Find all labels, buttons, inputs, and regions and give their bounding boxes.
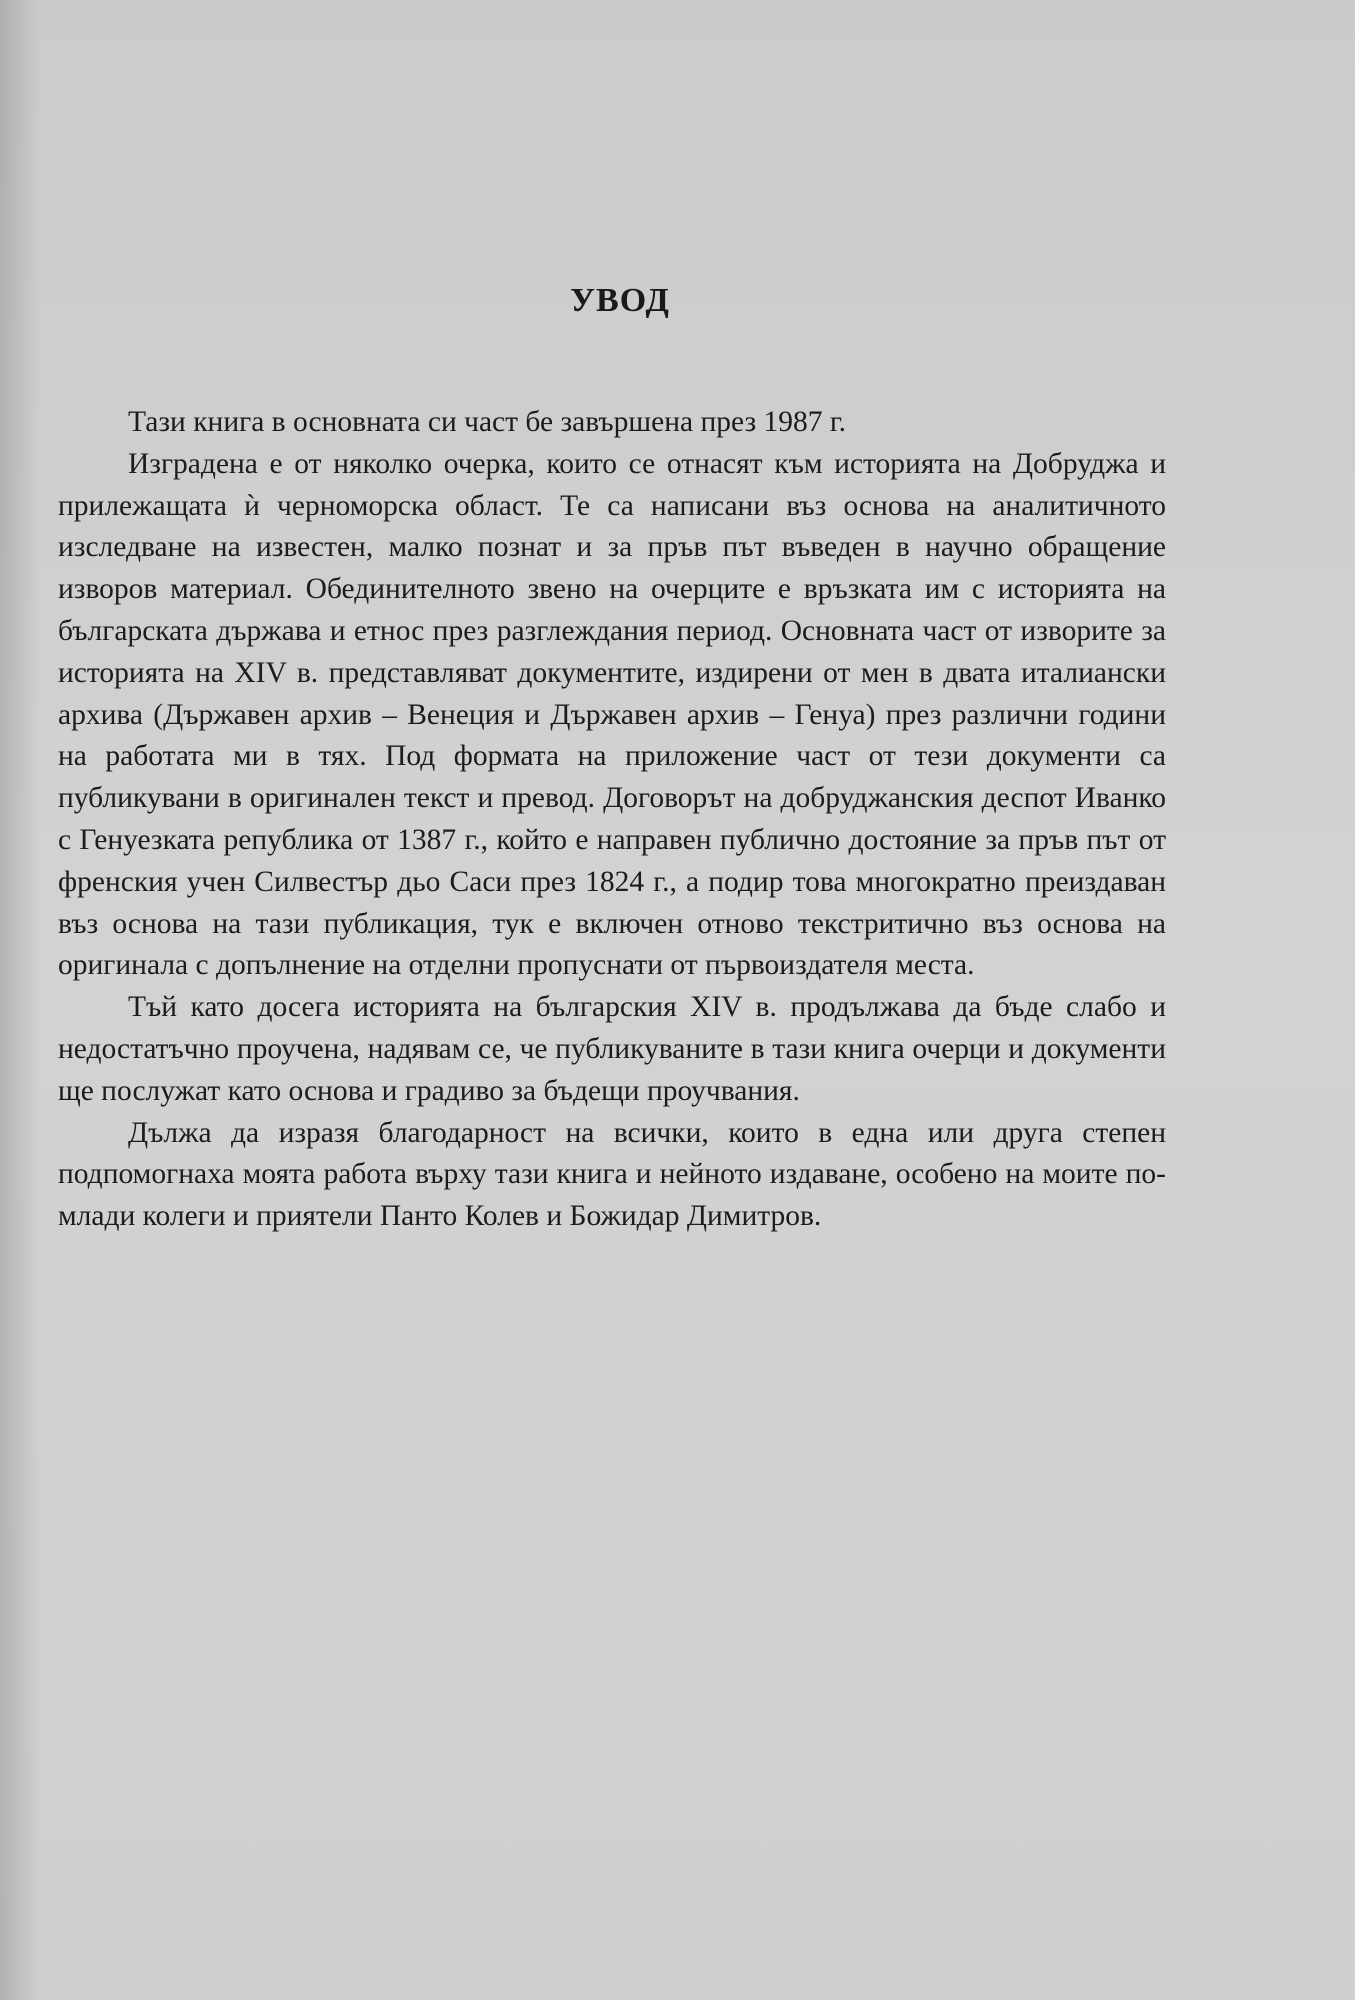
paragraph: Изградена е от няколко очерка, които се отнасят към историята на Добруджа и прилежащата ѝ черноморска област. Те са написани въз основа на аналитичното изследване на известен, малко познат и за пръв път въведен в научно обращение изворов материал. Обединителното звено на очерците е връзката им с историята на българската държава и етнос през разглеждания период. Основната част от изворите за историята на XIV в. представляват документите, издирени от мен в двата италиански архива (Държавен архив – Венеция и Държавен архив – Генуа) през различни години на работата ми в тях. Под формата на приложение част от тези документи са публикувани в оригинален текст и превод. Договорът на добруджанския деспот Иванко с Генуезката република от 1387 г., който е направен публично достояние за пръв път от френския учен Силвестър дьо Саси през 1824 г., а подир това многократно преиздаван въз основа на тази публикация, тук е включен отново текстритично въз основа на оригинала с допълнение на отделни пропуснати от първоиздателя места. <box>58 447 1166 982</box>
body-text <box>58 402 1166 1238</box>
paragraph: Тъй като досега историята на българския XIV в. продължава да бъде слабо и недостатъчно проучена, надявам се, че публикуваните в тази книга очерци и документи ще послужат като основа и градиво за бъдещи проучвания. <box>58 991 1166 1107</box>
paragraph: Тази книга в основната си част бе завършена през 1987 г. <box>128 406 847 438</box>
paragraph: Дължа да изразя благодарност на всички, които в една или друга степен подпомогнаха моята работа върху тази книга и нейното издаване, особено на моите по-млади колеги и приятели Панто Колев и Божидар Димитров. <box>58 1116 1166 1233</box>
page-title: УВОД <box>570 282 670 319</box>
